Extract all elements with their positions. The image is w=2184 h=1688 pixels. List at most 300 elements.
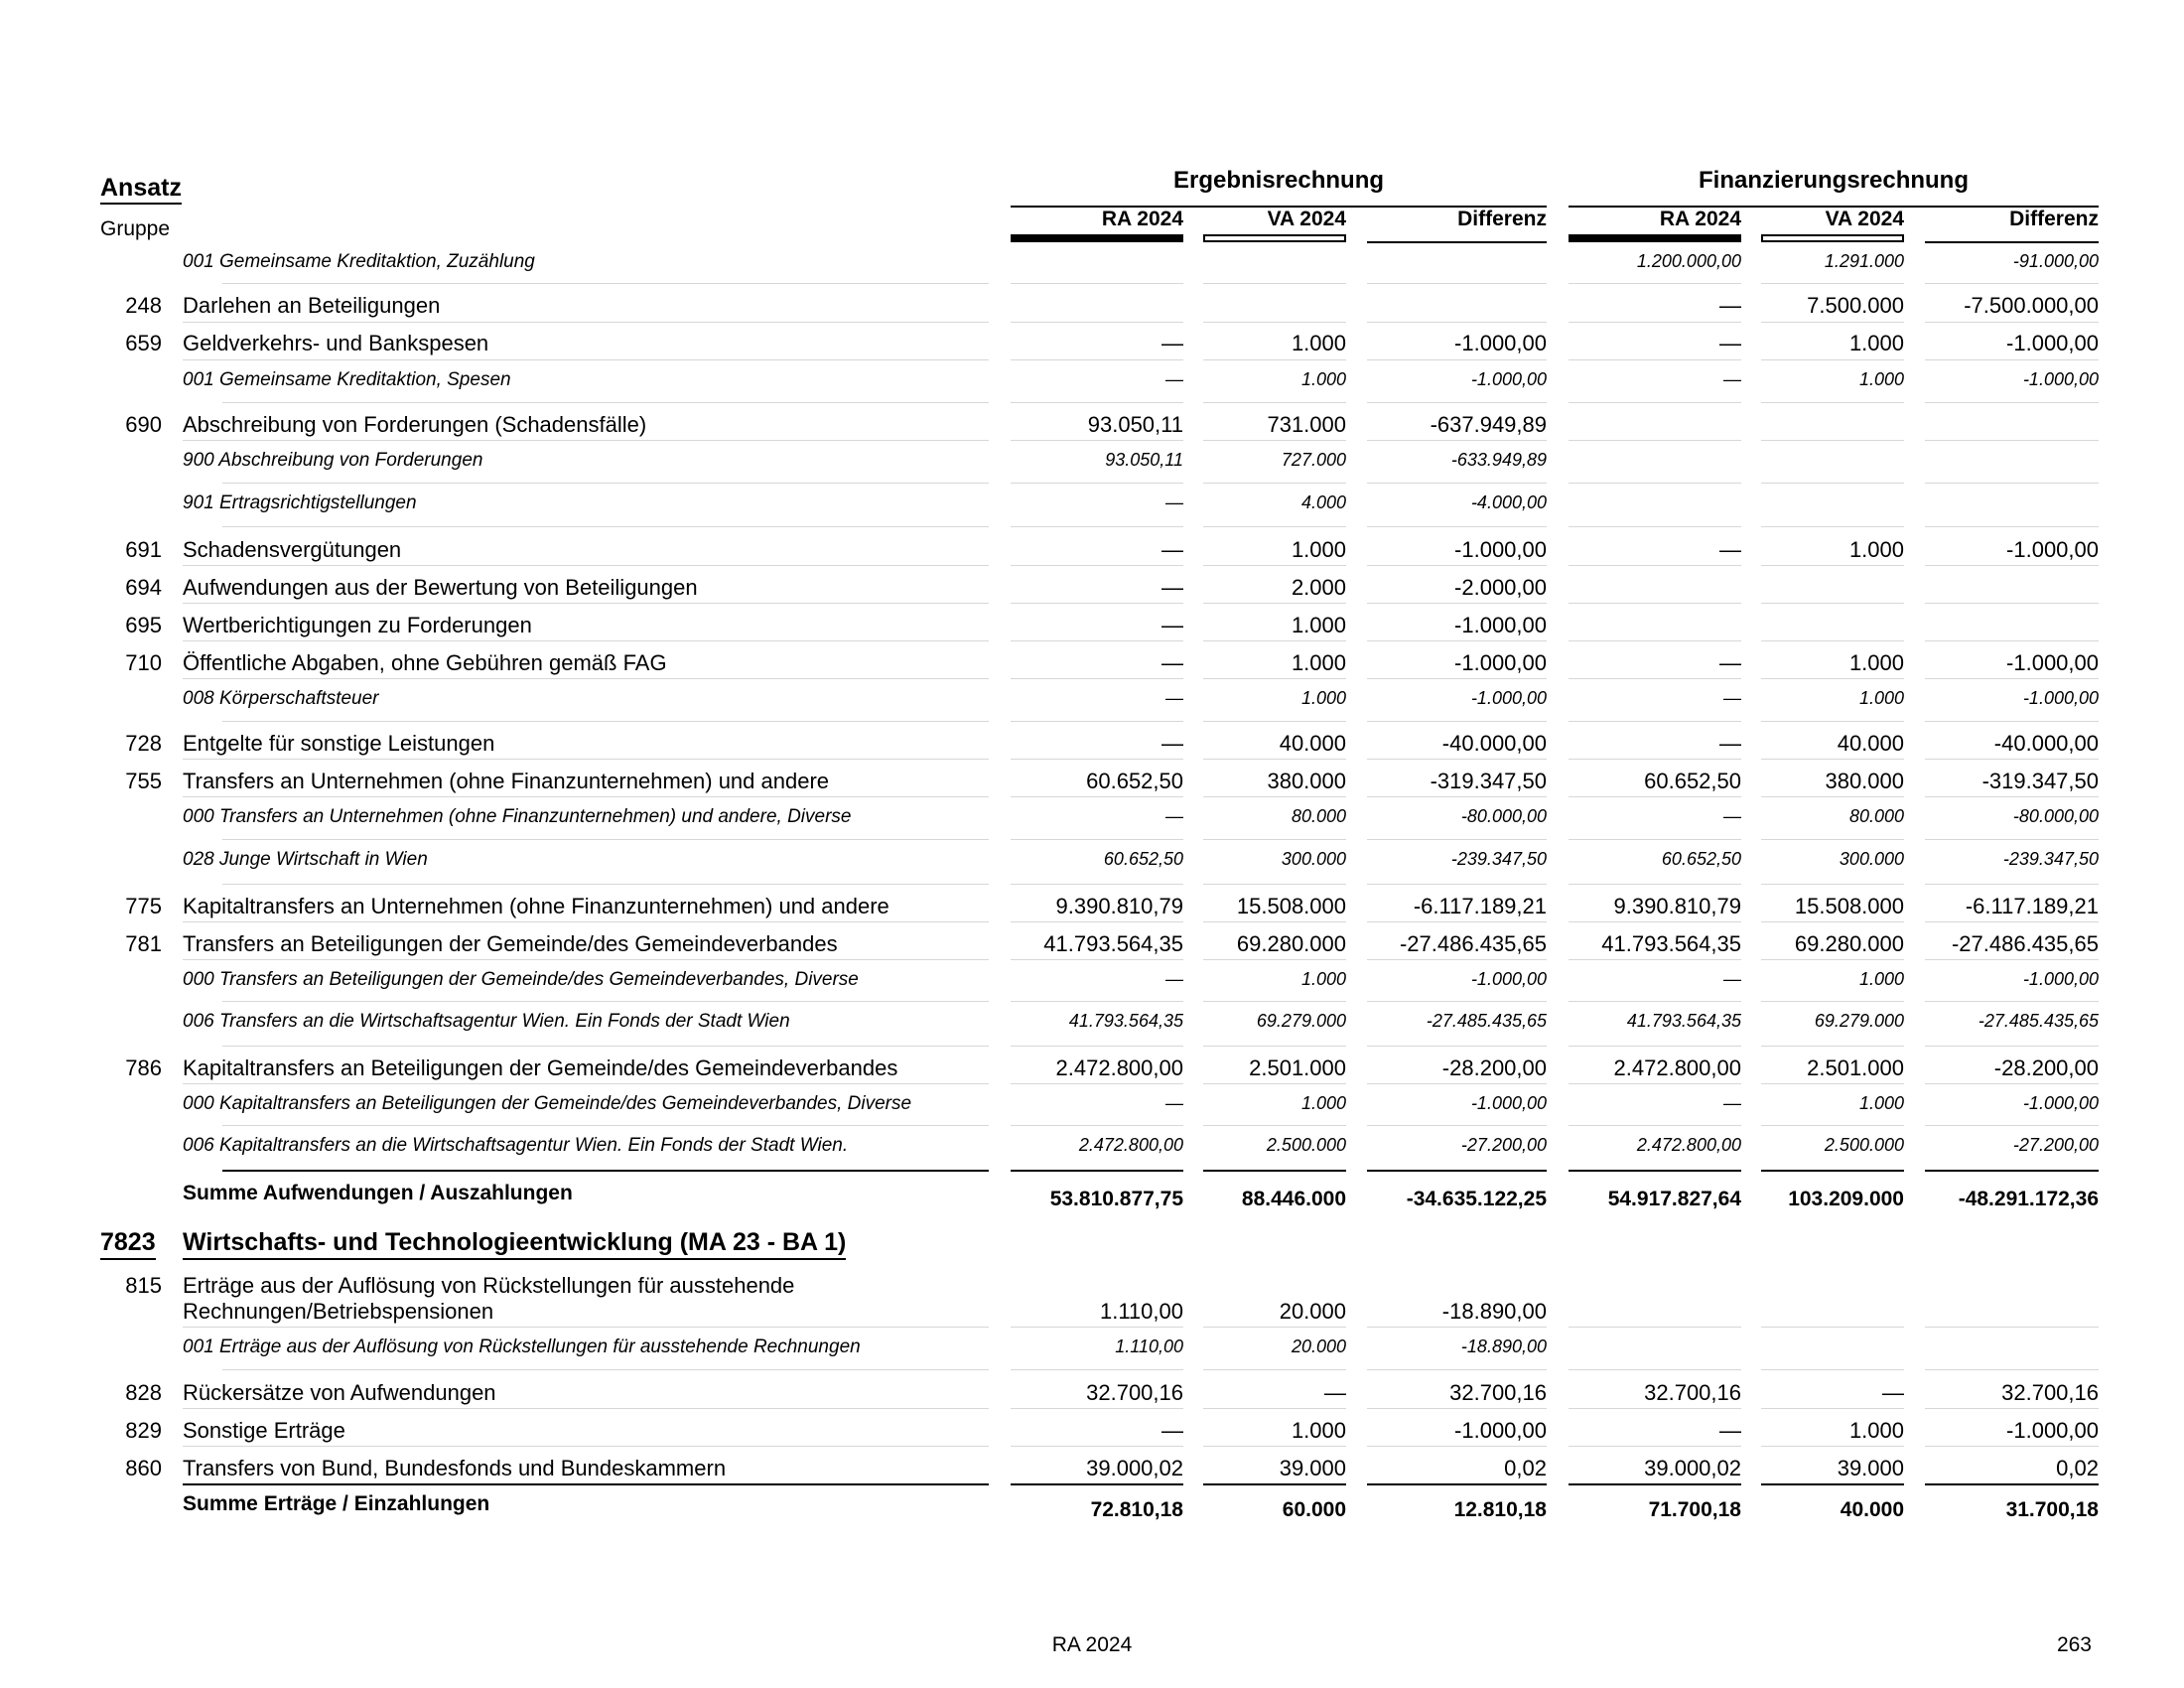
row-code: 829 [125, 1418, 162, 1443]
cell-value: — [1161, 537, 1183, 562]
cell-value: 32.700,16 [1644, 1380, 1741, 1405]
cell-value: 103.209.000 [1788, 1188, 1904, 1210]
cell-value: -1.000,00 [2006, 331, 2099, 355]
cell-rule [1203, 483, 1346, 484]
cell-rule [1569, 483, 1741, 484]
row-rule [183, 759, 989, 760]
cell-value: 2.501.000 [1249, 1055, 1346, 1080]
cell-rule [1203, 678, 1346, 679]
cell-rule [1011, 1125, 1183, 1126]
cell-value: 1.000 [1848, 331, 1904, 355]
cell-rule [1203, 1483, 1346, 1485]
cell-value: 20.000 [1279, 1299, 1346, 1324]
cell-value: -1.000,00 [1454, 537, 1547, 562]
cell-rule [1367, 1483, 1547, 1485]
cell-value: 1.000 [1858, 1093, 1904, 1113]
cell-rule [1569, 921, 1741, 922]
cell-rule [1761, 1369, 1904, 1370]
cell-rule [1203, 921, 1346, 922]
cell-value: — [1165, 369, 1183, 389]
cell-rule [1367, 839, 1547, 840]
cell-rule [1925, 1001, 2099, 1002]
row-rule [183, 959, 989, 960]
row-rule [183, 678, 989, 679]
cell-rule [1925, 1046, 2099, 1047]
cell-rule [1569, 959, 1741, 960]
cell-value: -1.000,00 [1454, 650, 1547, 675]
row-rule [183, 1483, 989, 1485]
row-code: 728 [125, 731, 162, 756]
cell-value: 731.000 [1267, 412, 1346, 437]
cell-value: -27.200,00 [1460, 1135, 1547, 1155]
cell-value: 32.700,16 [2001, 1380, 2099, 1405]
cell-value: 0,02 [1504, 1456, 1547, 1480]
cell-value: 60.652,50 [1103, 849, 1183, 869]
cell-rule [1203, 359, 1346, 360]
cell-rule [1569, 796, 1741, 797]
cell-value: 32.700,16 [1086, 1380, 1183, 1405]
cell-rule [1203, 1327, 1346, 1328]
cell-rule [1367, 603, 1547, 604]
cell-rule [1011, 678, 1183, 679]
cell-value: -637.949,89 [1430, 412, 1547, 437]
cell-rule [1761, 1083, 1904, 1084]
cell-rule [1569, 283, 1741, 284]
row-label: 901 Ertragsrichtigstellungen [183, 492, 417, 513]
cell-rule [1011, 1408, 1183, 1409]
cell-value: 1.110,00 [1115, 1336, 1183, 1356]
cell-value: — [1723, 806, 1741, 826]
cell-value: -1.000,00 [1470, 1093, 1547, 1113]
cell-rule [1569, 839, 1741, 840]
row-label: 008 Körperschaftsteuer [183, 688, 379, 709]
cell-rule [1761, 1125, 1904, 1126]
cell-rule [1011, 640, 1183, 641]
row-code: 694 [125, 575, 162, 600]
cell-value: -6.117.189,21 [1413, 894, 1547, 918]
cell-rule [1367, 1408, 1547, 1409]
cell-rule [1367, 678, 1547, 679]
cell-value: 39.000,02 [1086, 1456, 1183, 1480]
cell-value: 1.000 [1848, 650, 1904, 675]
col-marker-ra [1569, 234, 1741, 242]
cell-rule [1011, 884, 1183, 885]
cell-value: 39.000 [1279, 1456, 1346, 1480]
row-rule [183, 1327, 989, 1328]
row-rule [222, 721, 989, 722]
cell-rule [1761, 759, 1904, 760]
cell-value: -34.635.122,25 [1406, 1188, 1547, 1210]
cell-value: — [1719, 331, 1741, 355]
cell-value: 72.810,18 [1090, 1498, 1183, 1521]
cell-rule [1203, 1083, 1346, 1084]
cell-value: -27.486.435,65 [1951, 931, 2099, 956]
cell-value: 93.050,11 [1087, 412, 1183, 437]
header-ansatz: Ansatz [100, 173, 182, 205]
cell-value: — [1161, 575, 1183, 600]
cell-rule [1569, 1046, 1741, 1047]
cell-value: — [1165, 492, 1183, 512]
cell-rule [1569, 565, 1741, 566]
cell-value: — [1324, 1380, 1346, 1405]
row-label: Geldverkehrs- und Bankspesen [183, 331, 489, 355]
row-label: 000 Kapitaltransfers an Beteiligungen der Gemeinde/des Gemeindeverbandes, Diverse [183, 1093, 912, 1114]
cell-rule [1203, 1046, 1346, 1047]
row-rule [183, 440, 989, 441]
cell-value: — [1165, 688, 1183, 708]
cell-rule [1203, 1125, 1346, 1126]
cell-value: -1.000,00 [1470, 369, 1547, 389]
cell-value: 39.000 [1837, 1456, 1904, 1480]
cell-rule [1761, 796, 1904, 797]
row-label: Schadensvergütungen [183, 537, 402, 562]
cell-rule [1925, 322, 2099, 323]
cell-rule [1203, 402, 1346, 403]
cell-rule [1367, 640, 1547, 641]
row-rule [222, 526, 989, 527]
cell-value: -1.000,00 [1470, 688, 1547, 708]
row-code: 828 [125, 1380, 162, 1405]
row-code: 815 [125, 1273, 162, 1298]
cell-value: -1.000,00 [2006, 1418, 2099, 1443]
cell-rule [1925, 640, 2099, 641]
cell-rule [1569, 884, 1741, 885]
cell-rule [1761, 1001, 1904, 1002]
col-marker-va [1761, 234, 1904, 242]
col-header-ra-finanz: RA 2024 [1659, 208, 1741, 230]
cell-rule [1569, 526, 1741, 527]
cell-rule [1569, 1483, 1741, 1485]
cell-rule [1925, 678, 2099, 679]
cell-rule [1569, 640, 1741, 641]
row-label: Wertberichtigungen zu Forderungen [183, 613, 532, 637]
row-label: Kapitaltransfers an Unternehmen (ohne Finanzunternehmen) und andere [183, 894, 889, 918]
cell-rule [1925, 759, 2099, 760]
cell-rule [1569, 1125, 1741, 1126]
row-label: Transfers von Bund, Bundesfonds und Bundeskammern [183, 1456, 727, 1480]
cell-value: 69.280.000 [1794, 931, 1904, 956]
cell-value: — [1165, 806, 1183, 826]
cell-rule [1569, 678, 1741, 679]
cell-rule [1569, 1369, 1741, 1370]
cell-rule [1203, 322, 1346, 323]
cell-value: 1.110,00 [1099, 1299, 1183, 1324]
cell-rule [1569, 359, 1741, 360]
cell-value: 41.793.564,35 [1068, 1011, 1183, 1031]
cell-value: 2.472.800,00 [1636, 1135, 1741, 1155]
cell-value: — [1723, 1093, 1741, 1113]
cell-rule [1761, 526, 1904, 527]
row-rule [183, 1446, 989, 1447]
cell-rule [1203, 640, 1346, 641]
row-rule [222, 1046, 989, 1047]
cell-value: 54.917.827,64 [1607, 1188, 1741, 1210]
cell-value: 1.000 [1291, 1418, 1346, 1443]
row-rule [183, 359, 989, 360]
cell-rule [1011, 322, 1183, 323]
cell-value: — [1161, 731, 1183, 756]
col-marker-diff [1367, 241, 1547, 243]
cell-value: -91.000,00 [2012, 251, 2099, 271]
cell-value: 727.000 [1281, 450, 1346, 470]
cell-value: -1.000,00 [2022, 688, 2099, 708]
header-finanzierungsrechnung: Finanzierungsrechnung [1698, 167, 1969, 194]
cell-rule [1761, 483, 1904, 484]
row-code: 860 [125, 1456, 162, 1480]
cell-value: 93.050,11 [1105, 450, 1183, 470]
cell-rule [1925, 1170, 2099, 1172]
cell-rule [1203, 959, 1346, 960]
cell-rule [1925, 1369, 2099, 1370]
cell-value: 1.000 [1291, 613, 1346, 637]
cell-value: 380.000 [1267, 769, 1346, 793]
col-marker-ra [1011, 234, 1183, 242]
cell-rule [1367, 1125, 1547, 1126]
cell-value: 1.000 [1858, 369, 1904, 389]
row-rule [183, 1083, 989, 1084]
cell-value: -18.890,00 [1441, 1299, 1547, 1324]
cell-value: — [1161, 1418, 1183, 1443]
cell-value: -319.347,50 [1981, 769, 2099, 793]
cell-value: -40.000,00 [1993, 731, 2099, 756]
cell-value: 2.500.000 [1824, 1135, 1904, 1155]
cell-value: 1.000 [1300, 688, 1346, 708]
row-label: Aufwendungen aus der Bewertung von Beteiligungen [183, 575, 698, 600]
row-code: 691 [125, 537, 162, 562]
cell-rule [1925, 1446, 2099, 1447]
cell-value: 380.000 [1825, 769, 1904, 793]
row-label: Summe Erträge / Einzahlungen [183, 1492, 490, 1515]
cell-rule [1203, 721, 1346, 722]
cell-value: -27.200,00 [2012, 1135, 2099, 1155]
cell-value: 2.501.000 [1807, 1055, 1904, 1080]
cell-rule [1367, 1369, 1547, 1370]
row-label: Erträge aus der Auflösung von Rückstellungen für ausstehende [183, 1273, 795, 1298]
cell-value: 1.200.000,00 [1636, 251, 1741, 271]
cell-rule [1925, 959, 2099, 960]
cell-value: 71.700,18 [1648, 1498, 1741, 1521]
cell-rule [1011, 526, 1183, 527]
col-header-va-finanz: VA 2024 [1825, 208, 1904, 230]
cell-value: 40.000 [1840, 1498, 1904, 1521]
cell-value: 80.000 [1848, 806, 1904, 826]
cell-value: — [1719, 731, 1741, 756]
col-marker-diff [1925, 241, 2099, 243]
cell-rule [1761, 359, 1904, 360]
cell-rule [1761, 322, 1904, 323]
row-rule [222, 402, 989, 403]
cell-rule [1925, 440, 2099, 441]
row-label: 001 Erträge aus der Auflösung von Rückstellungen für ausstehende Rechnungen [183, 1336, 861, 1357]
cell-value: 7.500.000 [1807, 293, 1904, 318]
row-rule [183, 565, 989, 566]
cell-rule [1925, 1483, 2099, 1485]
cell-rule [1367, 283, 1547, 284]
col-marker-va [1203, 234, 1346, 242]
row-label: Entgelte für sonstige Leistungen [183, 731, 495, 756]
cell-rule [1925, 721, 2099, 722]
cell-rule [1011, 1170, 1183, 1172]
cell-value: -18.890,00 [1460, 1336, 1547, 1356]
cell-rule [1761, 603, 1904, 604]
cell-rule [1367, 796, 1547, 797]
cell-rule [1761, 1170, 1904, 1172]
cell-value: 41.793.564,35 [1601, 931, 1741, 956]
cell-rule [1011, 1369, 1183, 1370]
cell-value: 1.000 [1858, 969, 1904, 989]
section-code: 7823 [100, 1227, 156, 1260]
cell-value: 20.000 [1291, 1336, 1346, 1356]
cell-rule [1203, 1369, 1346, 1370]
row-code: 786 [125, 1055, 162, 1080]
row-rule [183, 921, 989, 922]
cell-value: 1.291.000 [1824, 251, 1904, 271]
cell-value: 2.472.800,00 [1055, 1055, 1183, 1080]
row-label: Kapitaltransfers an Beteiligungen der Gemeinde/des Gemeindeverbandes [183, 1055, 898, 1080]
cell-value: 31.700,18 [2005, 1498, 2099, 1521]
row-rule [183, 603, 989, 604]
row-label: 000 Transfers an Beteiligungen der Gemeinde/des Gemeindeverbandes, Diverse [183, 969, 859, 990]
cell-value: -4.000,00 [1470, 492, 1547, 512]
cell-value: -7.500.000,00 [1964, 293, 2099, 318]
cell-value: 41.793.564,35 [1626, 1011, 1741, 1031]
row-code: 710 [125, 650, 162, 675]
cell-value: 2.000 [1291, 575, 1346, 600]
cell-value: 15.508.000 [1794, 894, 1904, 918]
cell-value: -28.200,00 [1993, 1055, 2099, 1080]
cell-rule [1011, 796, 1183, 797]
cell-value: -239.347,50 [1450, 849, 1547, 869]
cell-value: -6.117.189,21 [1965, 894, 2099, 918]
cell-rule [1011, 1001, 1183, 1002]
cell-rule [1011, 440, 1183, 441]
cell-rule [1011, 759, 1183, 760]
cell-rule [1569, 1083, 1741, 1084]
cell-rule [1761, 1408, 1904, 1409]
cell-value: — [1161, 331, 1183, 355]
cell-rule [1011, 839, 1183, 840]
row-rule [222, 1369, 989, 1370]
cell-rule [1761, 678, 1904, 679]
cell-value: 88.446.000 [1241, 1188, 1346, 1210]
cell-rule [1761, 959, 1904, 960]
cell-rule [1925, 283, 2099, 284]
cell-rule [1367, 440, 1547, 441]
cell-value: 80.000 [1291, 806, 1346, 826]
row-rule [222, 483, 989, 484]
row-code: 775 [125, 894, 162, 918]
cell-rule [1569, 759, 1741, 760]
cell-rule [1569, 440, 1741, 441]
cell-rule [1203, 1408, 1346, 1409]
cell-value: 12.810,18 [1453, 1498, 1547, 1521]
cell-value: — [1719, 537, 1741, 562]
row-label: Sonstige Erträge [183, 1418, 345, 1443]
cell-value: 60.652,50 [1644, 769, 1741, 793]
cell-value: 4.000 [1300, 492, 1346, 512]
cell-value: -28.200,00 [1441, 1055, 1547, 1080]
cell-rule [1925, 359, 2099, 360]
cell-value: 1.000 [1858, 688, 1904, 708]
cell-rule [1569, 402, 1741, 403]
cell-rule [1925, 921, 2099, 922]
cell-rule [1203, 1170, 1346, 1172]
cell-value: 1.000 [1300, 969, 1346, 989]
cell-value: -1.000,00 [2006, 650, 2099, 675]
row-label: 900 Abschreibung von Forderungen [183, 450, 483, 471]
cell-value: — [1719, 1418, 1741, 1443]
cell-value: — [1161, 650, 1183, 675]
cell-rule [1367, 1446, 1547, 1447]
cell-rule [1367, 322, 1547, 323]
cell-value: 60.652,50 [1661, 849, 1741, 869]
cell-rule [1203, 884, 1346, 885]
row-label: 001 Gemeinsame Kreditaktion, Spesen [183, 369, 511, 390]
cell-value: -239.347,50 [2002, 849, 2099, 869]
cell-rule [1367, 359, 1547, 360]
cell-rule [1925, 839, 2099, 840]
cell-rule [1925, 603, 2099, 604]
cell-rule [1569, 1446, 1741, 1447]
cell-rule [1367, 483, 1547, 484]
row-code: 781 [125, 931, 162, 956]
cell-rule [1203, 839, 1346, 840]
row-rule [183, 796, 989, 797]
cell-rule [1011, 1046, 1183, 1047]
row-label: Transfers an Unternehmen (ohne Finanzunternehmen) und andere [183, 769, 830, 793]
cell-value: 1.000 [1291, 537, 1346, 562]
cell-rule [1367, 759, 1547, 760]
cell-rule [1761, 402, 1904, 403]
cell-rule [1925, 402, 2099, 403]
row-label: Summe Aufwendungen / Auszahlungen [183, 1182, 573, 1204]
cell-rule [1925, 884, 2099, 885]
col-header-diff-finanz: Differenz [2009, 208, 2099, 230]
cell-value: 300.000 [1281, 849, 1346, 869]
cell-rule [1569, 322, 1741, 323]
cell-value: — [1719, 650, 1741, 675]
cell-value: 60.000 [1282, 1498, 1346, 1521]
cell-value: 2.500.000 [1266, 1135, 1346, 1155]
row-label: Transfers an Beteiligungen der Gemeinde/des Gemeindeverbandes [183, 931, 838, 956]
row-code: 695 [125, 613, 162, 637]
cell-value: 40.000 [1279, 731, 1346, 756]
cell-value: -633.949,89 [1450, 450, 1547, 470]
cell-value: -2.000,00 [1454, 575, 1547, 600]
cell-value: 39.000,02 [1644, 1456, 1741, 1480]
cell-value: 32.700,16 [1449, 1380, 1547, 1405]
cell-rule [1367, 1327, 1547, 1328]
cell-rule [1011, 565, 1183, 566]
cell-value: 69.279.000 [1814, 1011, 1904, 1031]
cell-rule [1011, 1083, 1183, 1084]
cell-rule [1011, 402, 1183, 403]
cell-rule [1925, 1327, 2099, 1328]
cell-rule [1367, 565, 1547, 566]
cell-value: 40.000 [1837, 731, 1904, 756]
cell-value: — [1161, 613, 1183, 637]
cell-value: -1.000,00 [2022, 969, 2099, 989]
cell-value: 2.472.800,00 [1613, 1055, 1741, 1080]
cell-rule [1011, 483, 1183, 484]
cell-rule [1011, 959, 1183, 960]
row-rule [222, 839, 989, 840]
cell-value: 1.000 [1300, 369, 1346, 389]
cell-rule [1367, 721, 1547, 722]
row-code: 690 [125, 412, 162, 437]
cell-rule [1925, 483, 2099, 484]
row-code: 755 [125, 769, 162, 793]
